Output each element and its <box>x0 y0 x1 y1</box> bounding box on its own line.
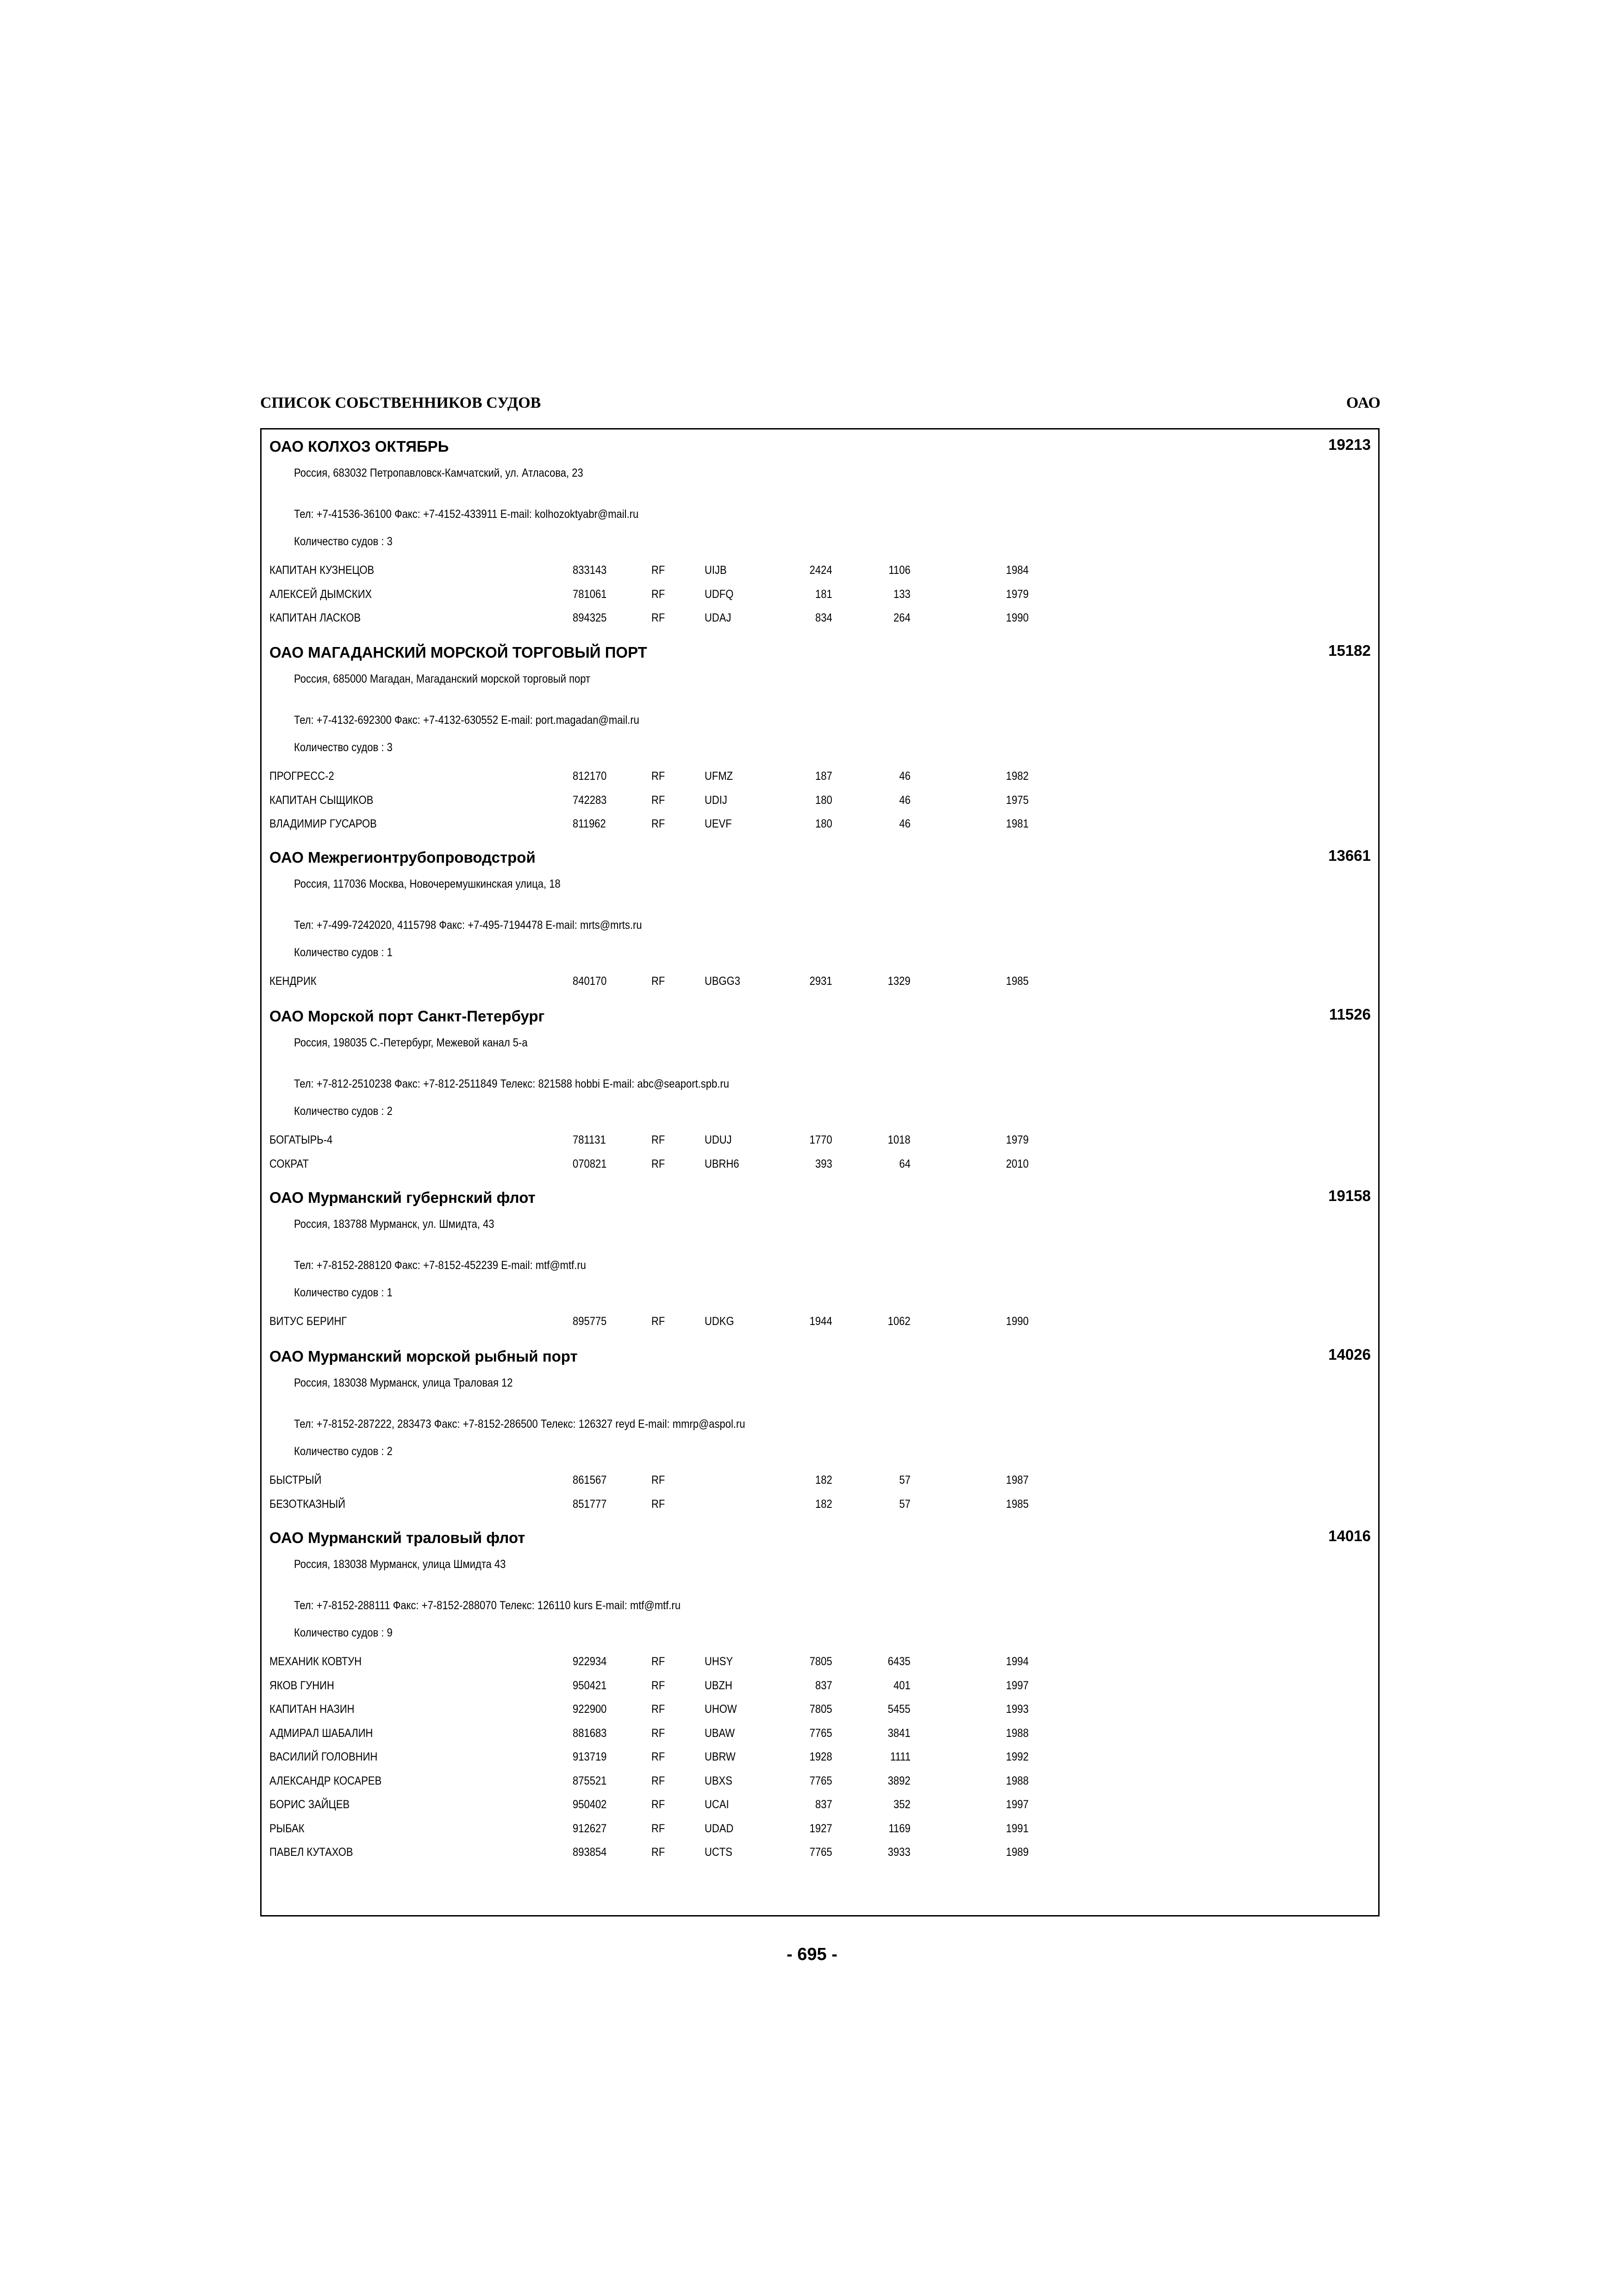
vessel-row <box>262 794 1378 818</box>
vessel-build-year: 1988 <box>1006 1774 1029 1787</box>
vessel-deadweight: 1111 <box>890 1750 911 1763</box>
vessel-row <box>262 1679 1378 1703</box>
vessel-deadweight: 6435 <box>888 1655 911 1668</box>
vessel-name: КАПИТАН ЛАСКОВ <box>269 611 361 624</box>
vessel-build-year: 1993 <box>1006 1703 1029 1716</box>
vessel-name: БОГАТЫРЬ-4 <box>269 1133 333 1146</box>
company-id: 13661 <box>1328 847 1371 864</box>
vessel-gross-tonnage: 180 <box>815 817 832 830</box>
vessel-row <box>262 1727 1378 1751</box>
vessel-count: Количество судов : 1 <box>294 946 393 959</box>
vessel-flag: RF <box>651 1798 665 1811</box>
vessel-name: БОРИС ЗАЙЦЕВ <box>269 1798 350 1811</box>
vessel-row <box>262 564 1378 588</box>
vessel-flag: RF <box>651 770 665 783</box>
company-contacts: Тел: +7-8152-287222, 283473 Факс: +7-8152-286500 Телекс: 126327 reyd E-mail: mmrp@aspol.ru <box>294 1418 745 1431</box>
vessel-row <box>262 1133 1378 1157</box>
vessel-name: ВЛАДИМИР ГУСАРОВ <box>269 817 377 830</box>
page-number: - 695 - <box>787 1945 837 1964</box>
vessel-callsign: UBGG3 <box>705 975 741 988</box>
company-address: Россия, 117036 Москва, Новочеремушкинская улица, 18 <box>294 877 561 890</box>
vessel-deadweight: 46 <box>899 817 911 830</box>
vessel-row <box>262 1846 1378 1870</box>
vessel-name: ВИТУС БЕРИНГ <box>269 1315 347 1328</box>
company-address: Россия, 183038 Мурманск, улица Шмидта 43 <box>294 1558 506 1571</box>
company-address: Россия, 183788 Мурманск, ул. Шмидта, 43 <box>294 1218 494 1231</box>
vessel-number: 070821 <box>573 1157 607 1170</box>
company-contacts: Тел: +7-41536-36100 Факс: +7-4152-433911 E-mail: kolhozoktyabr@mail.ru <box>294 508 639 521</box>
vessel-deadweight: 264 <box>893 611 911 624</box>
vessel-flag: RF <box>651 611 665 624</box>
company-name: ОАО МАГАДАНСКИЙ МОРСКОЙ ТОРГОВЫЙ ПОРТ <box>269 644 647 661</box>
vessel-build-year: 1985 <box>1006 975 1029 988</box>
vessel-name: ПАВЕЛ КУТАХОВ <box>269 1846 353 1859</box>
vessel-build-year: 1979 <box>1006 1133 1029 1146</box>
vessel-callsign: UDFQ <box>705 587 734 601</box>
vessel-flag: RF <box>651 1655 665 1668</box>
vessel-name: АЛЕКСЕЙ ДЫМСКИХ <box>269 587 372 601</box>
vessel-name: РЫБАК <box>269 1822 305 1835</box>
company-name: ОАО Мурманский морской рыбный порт <box>269 1348 578 1365</box>
vessel-name: СОКРАТ <box>269 1157 309 1170</box>
company-id: 19213 <box>1328 436 1371 453</box>
vessel-count: Количество судов : 3 <box>294 535 393 548</box>
vessel-gross-tonnage: 837 <box>815 1798 832 1811</box>
vessel-number: 912627 <box>573 1822 607 1835</box>
vessel-name: КАПИТАН НАЗИН <box>269 1703 355 1716</box>
vessel-number: 950421 <box>573 1679 607 1692</box>
vessel-gross-tonnage: 182 <box>815 1497 832 1511</box>
vessel-build-year: 1997 <box>1006 1798 1029 1811</box>
page-title: СПИСОК СОБСТВЕННИКОВ СУДОВ <box>260 394 541 411</box>
vessel-flag: RF <box>651 1315 665 1328</box>
vessel-name: КАПИТАН КУЗНЕЦОВ <box>269 564 375 577</box>
vessel-gross-tonnage: 1928 <box>810 1750 832 1763</box>
vessel-deadweight: 352 <box>893 1798 911 1811</box>
vessel-build-year: 1991 <box>1006 1822 1029 1835</box>
vessel-gross-tonnage: 187 <box>815 770 832 783</box>
vessel-number: 742283 <box>573 793 607 807</box>
company-id: 14026 <box>1328 1346 1371 1363</box>
vessel-deadweight: 57 <box>899 1474 911 1487</box>
vessel-callsign: UBRW <box>705 1750 736 1763</box>
company-address: Россия, 183038 Мурманск, улица Траловая 12 <box>294 1376 513 1389</box>
vessel-deadweight: 401 <box>893 1679 911 1692</box>
section-label: ОАО <box>1346 394 1380 411</box>
vessel-row <box>262 611 1378 635</box>
vessel-number: 950402 <box>573 1798 607 1811</box>
vessel-flag: RF <box>651 1133 665 1146</box>
vessel-callsign: UDAJ <box>705 611 731 624</box>
vessel-callsign: UBRH6 <box>705 1157 739 1170</box>
vessel-gross-tonnage: 7805 <box>810 1703 832 1716</box>
vessel-name: АЛЕКСАНДР КОСАРЕВ <box>269 1774 382 1787</box>
vessel-count: Количество судов : 1 <box>294 1286 393 1299</box>
vessel-flag: RF <box>651 793 665 807</box>
vessel-name: МЕХАНИК КОВТУН <box>269 1655 362 1668</box>
vessel-flag: RF <box>651 587 665 601</box>
vessel-gross-tonnage: 393 <box>815 1157 832 1170</box>
vessel-name: БЕЗОТКАЗНЫЙ <box>269 1497 345 1511</box>
vessel-deadweight: 5455 <box>888 1703 911 1716</box>
company-contacts: Тел: +7-8152-288111 Факс: +7-8152-288070 Телекс: 126110 kurs E-mail: mtf@mtf.ru <box>294 1599 681 1612</box>
vessel-build-year: 1982 <box>1006 770 1029 783</box>
vessel-callsign: UCAI <box>705 1798 729 1811</box>
vessel-build-year: 1988 <box>1006 1726 1029 1740</box>
vessel-number: 781131 <box>573 1133 606 1146</box>
vessel-row <box>262 1798 1378 1822</box>
vessel-row <box>262 770 1378 794</box>
vessel-build-year: 1979 <box>1006 587 1029 601</box>
company-name: ОАО Межрегионтрубопроводстрой <box>269 849 536 866</box>
vessel-number: 881683 <box>573 1726 607 1740</box>
company-contacts: Тел: +7-4132-692300 Факс: +7-4132-630552 E-mail: port.magadan@mail.ru <box>294 714 639 727</box>
vessel-deadweight: 3892 <box>888 1774 911 1787</box>
vessel-gross-tonnage: 7765 <box>810 1846 832 1859</box>
vessel-deadweight: 1106 <box>888 564 911 577</box>
vessel-callsign: UFMZ <box>705 770 733 783</box>
company-contacts: Тел: +7-499-7242020, 4115798 Факс: +7-495-7194478 E-mail: mrts@mrts.ru <box>294 919 642 932</box>
vessel-name: ВАСИЛИЙ ГОЛОВНИН <box>269 1750 378 1763</box>
vessel-name: ЯКОВ ГУНИН <box>269 1679 334 1692</box>
vessel-name: ПРОГРЕСС-2 <box>269 770 334 783</box>
vessel-callsign: UHSY <box>705 1655 733 1668</box>
vessel-gross-tonnage: 180 <box>815 793 832 807</box>
vessel-number: 811962 <box>573 817 606 830</box>
vessel-flag: RF <box>651 1679 665 1692</box>
vessel-deadweight: 57 <box>899 1497 911 1511</box>
vessel-row <box>262 817 1378 841</box>
vessel-count: Количество судов : 3 <box>294 741 393 754</box>
vessel-deadweight: 1329 <box>888 975 911 988</box>
vessel-flag: RF <box>651 1774 665 1787</box>
vessel-gross-tonnage: 181 <box>815 587 832 601</box>
vessel-callsign: UCTS <box>705 1846 732 1859</box>
vessel-gross-tonnage: 1944 <box>810 1315 832 1328</box>
owners-list-frame <box>260 428 1380 1916</box>
vessel-number: 875521 <box>573 1774 607 1787</box>
vessel-deadweight: 46 <box>899 770 911 783</box>
vessel-gross-tonnage: 7805 <box>810 1655 832 1668</box>
company-id: 11526 <box>1329 1006 1371 1023</box>
vessel-build-year: 1984 <box>1006 564 1029 577</box>
vessel-gross-tonnage: 2931 <box>810 975 832 988</box>
company-address: Россия, 683032 Петропавловск-Камчатский, ул. Атласова, 23 <box>294 467 583 479</box>
vessel-number: 781061 <box>573 587 607 601</box>
company-address: Россия, 198035 С.-Петербург, Межевой канал 5-а <box>294 1036 528 1049</box>
vessel-flag: RF <box>651 1846 665 1859</box>
vessel-deadweight: 1169 <box>888 1822 911 1835</box>
vessel-callsign: UIJB <box>705 564 727 577</box>
vessel-build-year: 1994 <box>1006 1655 1029 1668</box>
vessel-gross-tonnage: 1770 <box>810 1133 832 1146</box>
vessel-number: 861567 <box>573 1474 607 1487</box>
vessel-row <box>262 1474 1378 1498</box>
vessel-callsign: UDIJ <box>705 793 727 807</box>
vessel-flag: RF <box>651 1474 665 1487</box>
vessel-flag: RF <box>651 975 665 988</box>
vessel-callsign: UHOW <box>705 1703 737 1716</box>
vessel-name: КЕНДРИК <box>269 975 317 988</box>
vessel-deadweight: 133 <box>893 587 911 601</box>
vessel-flag: RF <box>651 817 665 830</box>
vessel-build-year: 1975 <box>1006 793 1029 807</box>
vessel-build-year: 1985 <box>1006 1497 1029 1511</box>
vessel-name: КАПИТАН СЫЩИКОВ <box>269 793 374 807</box>
vessel-number: 851777 <box>573 1497 607 1511</box>
vessel-row <box>262 1498 1378 1522</box>
vessel-row <box>262 1157 1378 1182</box>
vessel-flag: RF <box>651 1750 665 1763</box>
company-id: 14016 <box>1328 1527 1371 1544</box>
vessel-deadweight: 1018 <box>888 1133 911 1146</box>
vessel-number: 812170 <box>573 770 607 783</box>
vessel-build-year: 2010 <box>1006 1157 1029 1170</box>
vessel-row <box>262 1655 1378 1679</box>
vessel-flag: RF <box>651 1703 665 1716</box>
vessel-number: 840170 <box>573 975 607 988</box>
vessel-count: Количество судов : 9 <box>294 1626 393 1639</box>
vessel-name: БЫСТРЫЙ <box>269 1474 322 1487</box>
vessel-callsign: UEVF <box>705 817 732 830</box>
vessel-gross-tonnage: 834 <box>815 611 832 624</box>
vessel-row <box>262 975 1378 999</box>
vessel-number: 913719 <box>573 1750 607 1763</box>
vessel-flag: RF <box>651 1822 665 1835</box>
vessel-build-year: 1992 <box>1006 1750 1029 1763</box>
vessel-build-year: 1989 <box>1006 1846 1029 1859</box>
company-id: 15182 <box>1328 642 1371 659</box>
vessel-deadweight: 64 <box>899 1157 911 1170</box>
vessel-callsign: UBZH <box>705 1679 732 1692</box>
vessel-build-year: 1990 <box>1006 1315 1029 1328</box>
vessel-gross-tonnage: 7765 <box>810 1726 832 1740</box>
vessel-gross-tonnage: 1927 <box>810 1822 832 1835</box>
vessel-build-year: 1990 <box>1006 611 1029 624</box>
vessel-name: АДМИРАЛ ШАБАЛИН <box>269 1726 373 1740</box>
vessel-callsign: UDUJ <box>705 1133 732 1146</box>
vessel-gross-tonnage: 837 <box>815 1679 832 1692</box>
company-name: ОАО Мурманский губернский флот <box>269 1189 536 1206</box>
company-contacts: Тел: +7-8152-288120 Факс: +7-8152-452239 E-mail: mtf@mtf.ru <box>294 1259 586 1272</box>
company-contacts: Тел: +7-812-2510238 Факс: +7-812-2511849 Телекс: 821588 hobbi E-mail: abc@seaport.spb.ru <box>294 1077 729 1090</box>
vessel-callsign: UDAD <box>705 1822 734 1835</box>
vessel-flag: RF <box>651 1497 665 1511</box>
vessel-gross-tonnage: 182 <box>815 1474 832 1487</box>
company-id: 19158 <box>1328 1187 1371 1204</box>
vessel-number: 922900 <box>573 1703 607 1716</box>
vessel-number: 893854 <box>573 1846 607 1859</box>
vessel-gross-tonnage: 7765 <box>810 1774 832 1787</box>
vessel-number: 895775 <box>573 1315 607 1328</box>
vessel-flag: RF <box>651 1157 665 1170</box>
vessel-deadweight: 46 <box>899 793 911 807</box>
vessel-gross-tonnage: 2424 <box>810 564 832 577</box>
vessel-number: 922934 <box>573 1655 607 1668</box>
company-name: ОАО КОЛХОЗ ОКТЯБРЬ <box>269 438 449 455</box>
vessel-number: 894325 <box>573 611 607 624</box>
vessel-deadweight: 3933 <box>888 1846 911 1859</box>
vessel-flag: RF <box>651 1726 665 1740</box>
vessel-row <box>262 588 1378 612</box>
vessel-callsign: UBAW <box>705 1726 735 1740</box>
vessel-row <box>262 1703 1378 1727</box>
company-name: ОАО Мурманский траловый флот <box>269 1529 525 1546</box>
vessel-build-year: 1981 <box>1006 817 1029 830</box>
company-address: Россия, 685000 Магадан, Магаданский морской торговый порт <box>294 672 591 685</box>
vessel-count: Количество судов : 2 <box>294 1445 393 1458</box>
vessel-row <box>262 1822 1378 1846</box>
vessel-build-year: 1997 <box>1006 1679 1029 1692</box>
vessel-row <box>262 1315 1378 1339</box>
vessel-count: Количество судов : 2 <box>294 1105 393 1118</box>
vessel-row <box>262 1774 1378 1798</box>
vessel-callsign: UBXS <box>705 1774 732 1787</box>
vessel-flag: RF <box>651 564 665 577</box>
vessel-build-year: 1987 <box>1006 1474 1029 1487</box>
vessel-row <box>262 1750 1378 1774</box>
vessel-deadweight: 1062 <box>888 1315 911 1328</box>
vessel-deadweight: 3841 <box>888 1726 911 1740</box>
vessel-number: 833143 <box>573 564 607 577</box>
vessel-callsign: UDKG <box>705 1315 734 1328</box>
page-header <box>260 394 1380 417</box>
company-name: ОАО Морской порт Санкт-Петербург <box>269 1008 545 1025</box>
